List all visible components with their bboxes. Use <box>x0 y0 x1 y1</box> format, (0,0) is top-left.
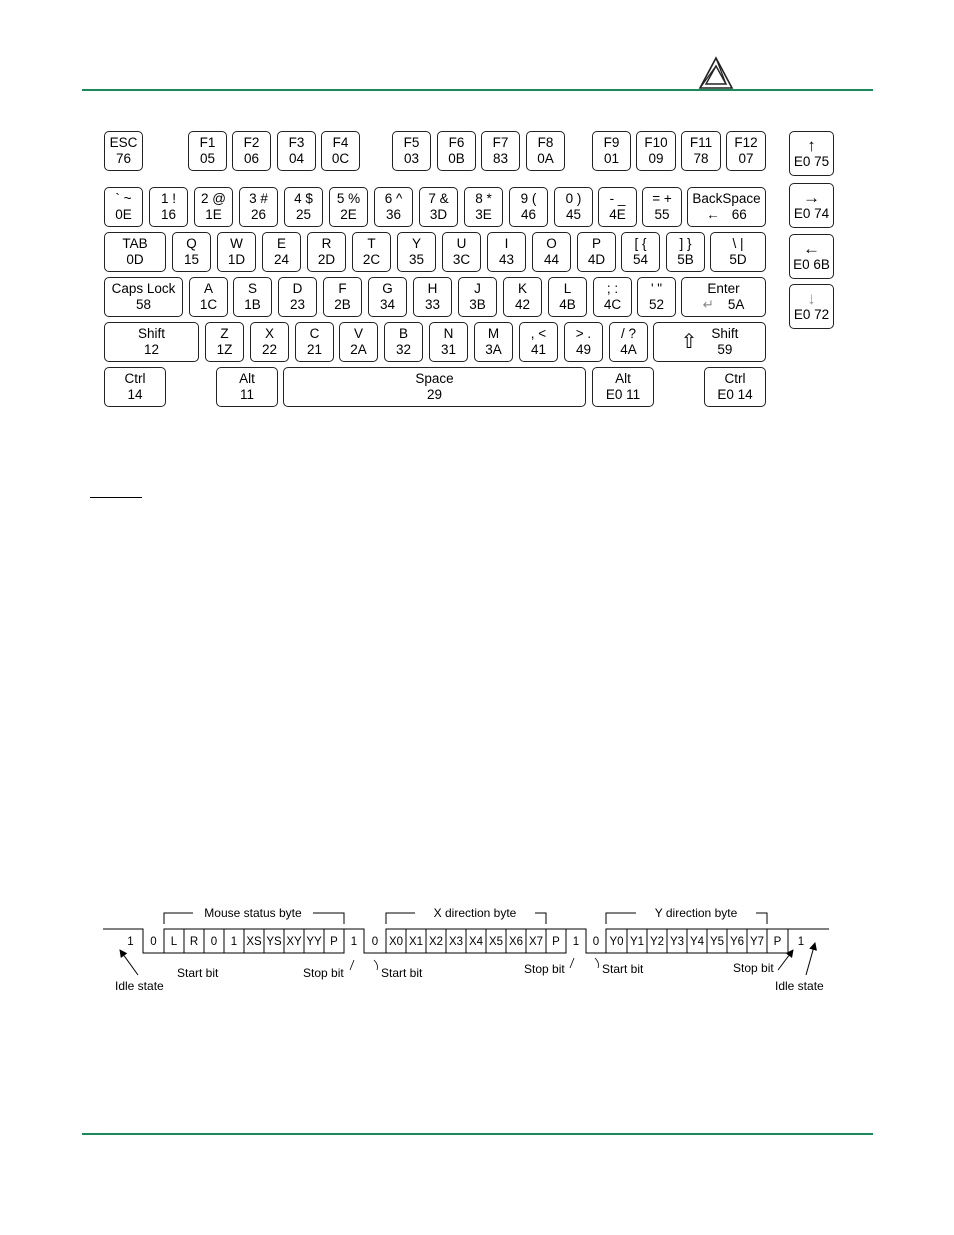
key-label: > . <box>575 326 592 341</box>
key-scan-code: 07 <box>738 151 754 166</box>
key-label: ESC <box>109 135 138 150</box>
key-label: X <box>264 326 274 341</box>
frame-annotation: Idle state <box>115 979 164 993</box>
frame-bit-label: 0 <box>371 936 379 948</box>
key-label: S <box>247 281 257 296</box>
key-scan-code: 4C <box>603 297 622 312</box>
key-scan-code: 55 <box>654 207 670 222</box>
key-label: Ctrl <box>124 371 146 386</box>
bit-pointer <box>374 960 378 970</box>
frame-bit-label: XS <box>246 936 262 948</box>
key-scan-code: 29 <box>426 387 443 402</box>
key-label: T <box>367 236 376 251</box>
frame-annotation: Start bit <box>602 962 644 976</box>
frame-bit-label: 1 <box>127 936 134 948</box>
key-scan-code: 0E <box>115 207 132 222</box>
key-scan-code: 76 <box>115 151 132 166</box>
key-label: E <box>276 236 286 251</box>
key-scan-code: 35 <box>408 252 425 267</box>
key-scan-code: 2E <box>340 207 357 222</box>
arrow-right-icon: → <box>803 187 820 207</box>
frame-bit-label: X2 <box>428 936 444 948</box>
bit-pointer <box>595 958 599 968</box>
frame-bit-label: YS <box>266 936 282 948</box>
key-label: F6 <box>448 135 465 150</box>
key-scan-code: 2C <box>362 252 381 267</box>
key-label: F4 <box>332 135 349 150</box>
key-scan-code: 54 <box>632 252 649 267</box>
key-label: = + <box>652 191 672 206</box>
key-label: Y <box>411 236 421 251</box>
key-label: ; : <box>606 281 619 296</box>
enter-return-icon: ↵ <box>702 297 714 312</box>
key-label: P <box>591 236 601 251</box>
key-scan-code: 1D <box>227 252 246 267</box>
key-label: J <box>474 281 481 296</box>
key-scan-code: 16 <box>160 207 177 222</box>
key-scan-code: 3B <box>469 297 486 312</box>
key-label: , < <box>530 326 547 341</box>
frame-annotation: Idle state <box>775 979 824 993</box>
key-scan-code: 78 <box>693 151 709 166</box>
bit-pointer <box>570 958 574 968</box>
key-label: Enter <box>707 281 740 296</box>
key-scan-code: 59 <box>717 342 733 357</box>
frame-bit-label: Y4 <box>689 936 705 948</box>
key-scan-code: 04 <box>288 151 305 166</box>
frame-bit-label: P <box>552 936 560 948</box>
key-label: Shift <box>137 326 165 341</box>
key-scan-code: 34 <box>379 297 396 312</box>
key-label: 8 * <box>475 191 492 206</box>
key-label: Ctrl <box>724 371 746 386</box>
key-label: I <box>504 236 509 251</box>
key-label: Space <box>415 371 454 386</box>
frame-bit-label: 1 <box>797 936 805 948</box>
key-scan-code: 22 <box>261 342 278 357</box>
key-scan-code: 05 <box>199 151 216 166</box>
key-scan-code: 12 <box>143 342 160 357</box>
key-label: F8 <box>537 135 554 150</box>
frame-bit-label: Y5 <box>709 936 725 948</box>
key-label: 3 # <box>249 191 268 206</box>
frame-bit-label: X1 <box>408 936 424 948</box>
key-label: \ | <box>732 236 744 251</box>
key-label: Alt <box>239 371 255 386</box>
frame-bit-label: Y0 <box>609 936 624 948</box>
key-scan-code: 24 <box>273 252 290 267</box>
key-label: L <box>563 281 572 296</box>
key-scan-code: E0 72 <box>793 306 830 322</box>
frame-bit-label: XY <box>286 936 302 948</box>
key-label: U <box>456 236 467 251</box>
key-scan-code: E0 6B <box>793 256 830 272</box>
key-scan-code: 31 <box>440 342 457 357</box>
key-scan-code: 3E <box>475 207 492 222</box>
key-label: ` ~ <box>115 191 132 206</box>
key-scan-code: 03 <box>403 151 420 166</box>
key-scan-code: 11 <box>239 387 254 402</box>
key-label: 4 $ <box>294 191 313 206</box>
frame-bit-label: YY <box>306 936 322 948</box>
key-label: Q <box>186 236 197 251</box>
key-scan-code: 5D <box>729 252 747 267</box>
key-scan-code: 15 <box>183 252 200 267</box>
frame-bit-label: R <box>189 936 199 948</box>
key-label: O <box>546 236 557 251</box>
frame-bit-label: X4 <box>468 936 484 948</box>
key-label: ] } <box>679 236 692 251</box>
key-label: F9 <box>603 135 620 150</box>
key-label: 5 % <box>336 191 361 206</box>
key-scan-code: E0 14 <box>717 387 753 402</box>
key-scan-code: 2A <box>350 342 367 357</box>
key-scan-code: 32 <box>395 342 412 357</box>
key-label: / ? <box>620 326 636 341</box>
key-scan-code: 09 <box>648 151 664 166</box>
key-label: F3 <box>288 135 305 150</box>
key-label: F12 <box>734 135 758 150</box>
byte-group-label: Y direction byte <box>654 906 738 920</box>
key-label: Alt <box>615 371 631 386</box>
key-scan-code: 14 <box>127 387 143 402</box>
shift-arrow-icon: ⇧ <box>680 331 698 353</box>
key-scan-code: 46 <box>520 207 537 222</box>
frame-bit-label: X3 <box>448 936 464 948</box>
key-label: TAB <box>122 236 148 251</box>
frame-annotation: Start bit <box>177 966 219 980</box>
key-scan-code: 0A <box>537 151 554 166</box>
key-scan-code: 33 <box>424 297 441 312</box>
frame-annotation: Stop bit <box>303 966 344 980</box>
key-scan-code: 36 <box>385 207 402 222</box>
key-scan-code: 26 <box>250 207 267 222</box>
key-scan-code: 4E <box>609 207 626 222</box>
key-scan-code: 0B <box>448 151 465 166</box>
key-scan-code: 58 <box>135 297 152 312</box>
key-scan-code: 23 <box>289 297 306 312</box>
key-scan-code: 1Z <box>216 342 233 357</box>
key-label: - _ <box>609 191 626 206</box>
frame-bit-label: Y1 <box>629 936 645 948</box>
arrow-left-icon: ← <box>803 238 820 258</box>
key-label: B <box>398 326 408 341</box>
key-scan-code: 2D <box>317 252 336 267</box>
key-scan-code: 52 <box>648 297 665 312</box>
key-scan-code: 49 <box>575 342 592 357</box>
frame-bit-label: X6 <box>508 936 524 948</box>
frame-bit-label: Y7 <box>749 936 765 948</box>
key-label: D <box>292 281 303 296</box>
key-scan-code: 21 <box>306 342 323 357</box>
key-label: F10 <box>644 135 668 150</box>
key-scan-code: E0 74 <box>793 205 830 221</box>
key-label: A <box>203 281 213 296</box>
key-label: F11 <box>689 135 713 150</box>
key-scan-code: 4A <box>620 342 637 357</box>
key-scan-code: 42 <box>514 297 531 312</box>
key-scan-code: 4D <box>587 252 606 267</box>
frame-bit-label: 1 <box>572 936 580 948</box>
key-scan-code: 44 <box>543 252 560 267</box>
frame-bit-label: X0 <box>388 936 404 948</box>
frame-annotation: Stop bit <box>524 962 565 976</box>
key-label: 6 ^ <box>384 191 403 206</box>
footer-rule <box>82 1133 873 1135</box>
key-scan-code: 41 <box>530 342 547 357</box>
key-label: F1 <box>199 135 216 150</box>
key-scan-code: 1B <box>244 297 261 312</box>
key-label: N <box>443 326 454 341</box>
key-label: V <box>353 326 363 341</box>
key-scan-code: 5B <box>677 252 694 267</box>
key-label: Z <box>220 326 229 341</box>
key-scan-code: 0D <box>126 252 144 267</box>
frame-bit-label: 0 <box>592 936 600 948</box>
bit-pointer <box>350 960 354 970</box>
backspace-arrow-icon: ← <box>706 207 720 222</box>
key-label: M <box>487 326 500 341</box>
key-scan-code: 25 <box>295 207 312 222</box>
arrow-down-icon: ↓ <box>807 288 816 308</box>
key-scan-code: 66 <box>731 207 747 222</box>
frame-annotation: Stop bit <box>733 961 774 975</box>
key-label: F2 <box>243 135 260 150</box>
key-label: 9 ( <box>520 191 537 206</box>
frame-bit-label: Y3 <box>669 936 685 948</box>
frame-bit-label: P <box>330 936 338 948</box>
key-scan-code: 3C <box>452 252 471 267</box>
byte-group-label: Mouse status byte <box>204 906 302 920</box>
frame-bit-label: L <box>170 936 178 948</box>
key-scan-code: 1E <box>205 207 222 222</box>
key-label: W <box>230 236 243 251</box>
frame-bit-label: 1 <box>230 936 238 948</box>
frame-bit-label: Y6 <box>729 936 745 948</box>
byte-group-label: X direction byte <box>433 906 517 920</box>
key-scan-code: 43 <box>498 252 515 267</box>
key-label: ' " <box>650 281 663 296</box>
key-scan-code: 5A <box>727 297 745 312</box>
key-label: G <box>382 281 393 296</box>
frame-bit-label: 0 <box>210 936 218 948</box>
key-label: H <box>427 281 438 296</box>
key-scan-code: 0C <box>331 151 350 166</box>
key-scan-code: 2B <box>334 297 351 312</box>
key-scan-code: 3D <box>429 207 448 222</box>
key-scan-code: 4B <box>559 297 576 312</box>
key-label: BackSpace <box>692 191 761 206</box>
key-scan-code: 06 <box>243 151 260 166</box>
key-label: R <box>321 236 332 251</box>
key-label: 1 ! <box>160 191 176 206</box>
key-label: F <box>338 281 347 296</box>
key-label: 0 ) <box>565 191 582 206</box>
key-label: Shift <box>711 326 739 341</box>
key-scan-code: 45 <box>565 207 582 222</box>
frame-bit-label: P <box>773 936 782 948</box>
key-label: F5 <box>403 135 420 150</box>
key-label: F7 <box>492 135 509 150</box>
key-scan-code: E0 75 <box>793 153 830 169</box>
key-scan-code: 83 <box>492 151 509 166</box>
arrow-up-icon: ↑ <box>807 135 816 155</box>
frame-bit-label: X5 <box>488 936 504 948</box>
key-label: 7 & <box>428 191 449 206</box>
frame-bit-label: 1 <box>350 936 358 948</box>
key-label: 2 @ <box>201 191 226 206</box>
frame-bit-label: X7 <box>528 936 544 948</box>
frame-bit-label: 0 <box>150 936 157 948</box>
frame-annotation: Start bit <box>381 966 423 980</box>
key-label: [ { <box>634 236 647 251</box>
key-label: Caps Lock <box>111 281 176 296</box>
key-scan-code: 3A <box>485 342 502 357</box>
key-scan-code: 01 <box>603 151 620 166</box>
key-label: K <box>517 281 527 296</box>
frame-bit-label: Y2 <box>649 936 665 948</box>
key-scan-code: E0 11 <box>605 387 641 402</box>
key-label: C <box>309 326 320 341</box>
key-scan-code: 1C <box>199 297 218 312</box>
